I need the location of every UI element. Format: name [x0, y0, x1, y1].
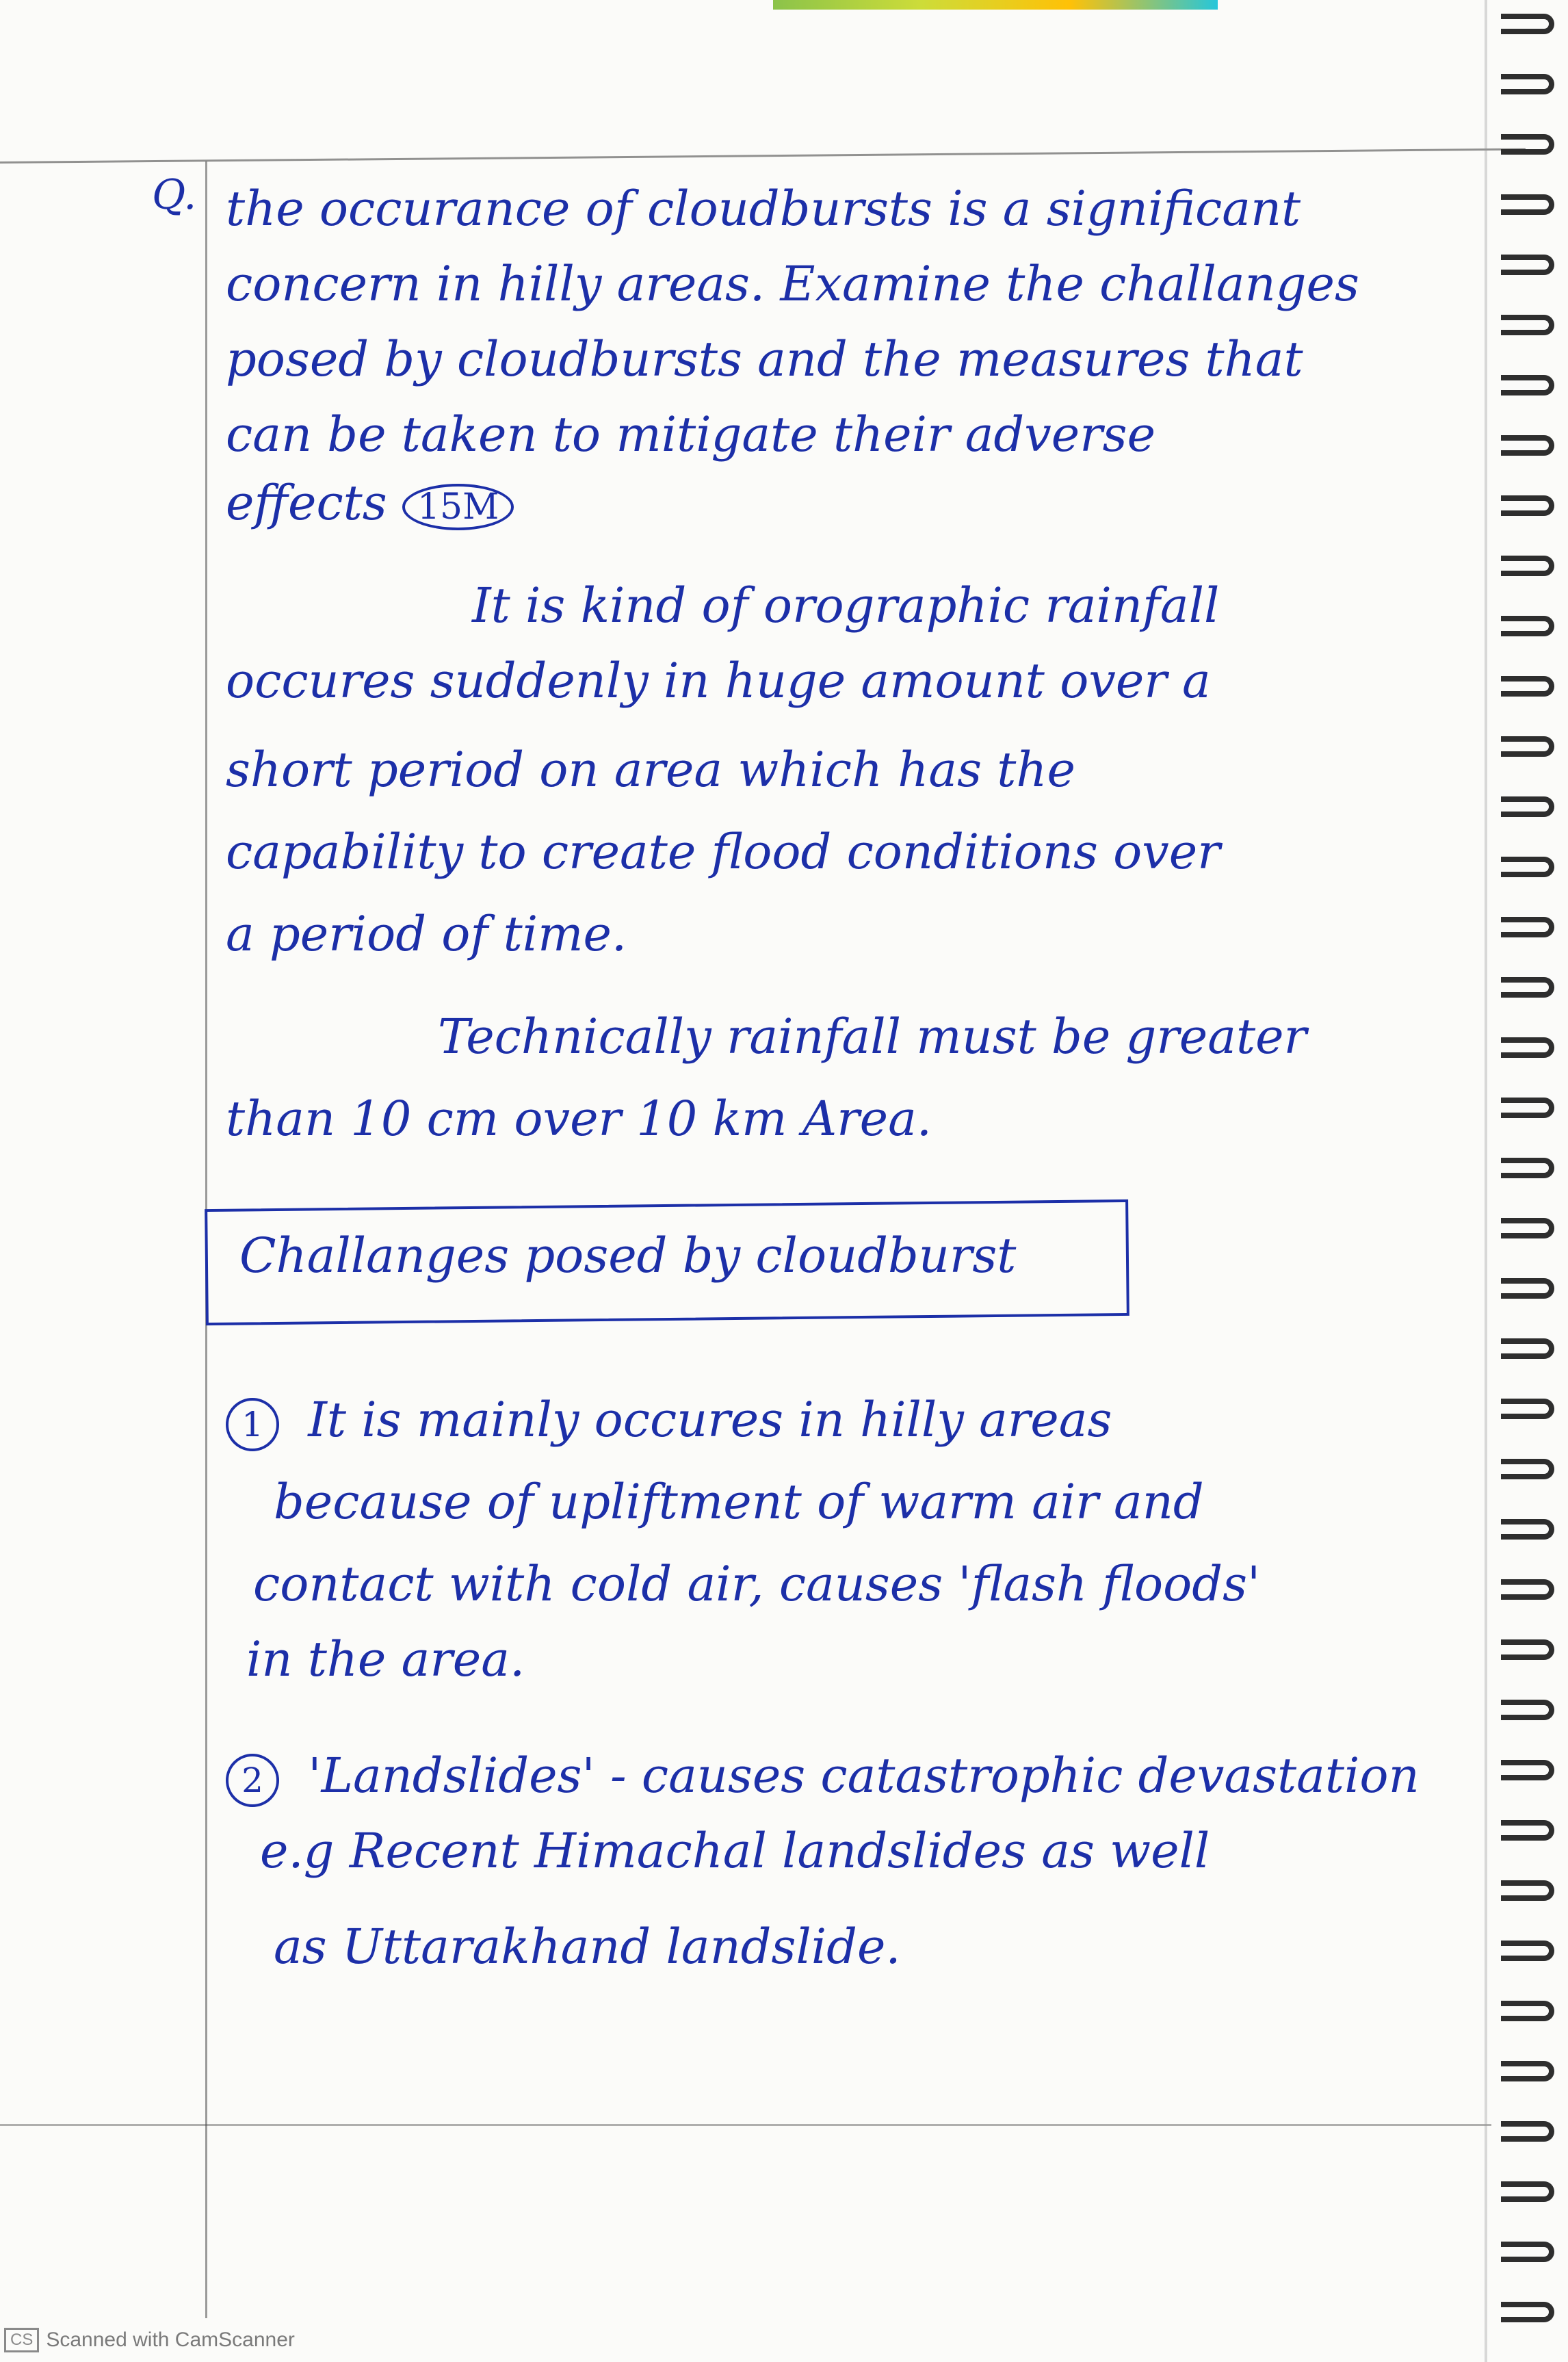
point-1-line-3: contact with cold air, causes 'flash floods' — [253, 1556, 1261, 1612]
spiral-ring — [1501, 676, 1554, 697]
spiral-ring — [1501, 1037, 1554, 1058]
header-rule — [0, 148, 1526, 164]
point-1-line-2: because of upliftment of warm air and — [274, 1474, 1204, 1530]
point-1-number: 1 — [226, 1398, 279, 1451]
question-line-4: can be taken to mitigate their adverse — [226, 406, 1156, 463]
point-2-line-2: e.g Recent Himachal landslides as well — [260, 1823, 1210, 1879]
spiral-ring — [1501, 1098, 1554, 1118]
spiral-ring — [1501, 435, 1554, 456]
spiral-ring — [1501, 977, 1554, 998]
spiral-ring — [1501, 556, 1554, 576]
spiral-ring — [1501, 1278, 1554, 1299]
question-line-5-text: effects — [226, 475, 387, 531]
section-heading: Challanges posed by cloudburst — [239, 1228, 1017, 1284]
spiral-ring — [1501, 857, 1554, 877]
spiral-ring — [1501, 2001, 1554, 2021]
spiral-ring — [1501, 1639, 1554, 1660]
notebook-cover-strip — [773, 0, 1218, 10]
footer-rule — [0, 2124, 1491, 2126]
watermark-text: Scanned with CamScanner — [46, 2328, 295, 2351]
spiral-ring — [1501, 14, 1554, 34]
spiral-ring — [1501, 1700, 1554, 1720]
spiral-ring — [1501, 1338, 1554, 1359]
spiral-ring — [1501, 255, 1554, 275]
point-2-number: 2 — [226, 1754, 279, 1807]
question-line-2: concern in hilly areas. Examine the challanges — [226, 256, 1359, 312]
point-1-line-1 — [226, 1392, 1112, 1451]
spiral-ring — [1501, 1218, 1554, 1238]
spiral-ring — [1501, 1760, 1554, 1780]
page-edge — [1485, 0, 1487, 2362]
spiral-ring — [1501, 495, 1554, 516]
spiral-ring — [1501, 2181, 1554, 2202]
spiral-ring — [1501, 1820, 1554, 1841]
spiral-ring — [1501, 1579, 1554, 1600]
technical-line-1: Technically rainfall must be greater — [438, 1009, 1307, 1065]
spiral-ring — [1501, 2121, 1554, 2142]
scanner-watermark — [4, 2326, 295, 2354]
definition-line-5: a period of time. — [226, 906, 627, 962]
spiral-ring — [1501, 315, 1554, 335]
spiral-binding — [1491, 0, 1568, 2362]
spiral-ring — [1501, 1399, 1554, 1419]
question-marker: Q. — [152, 171, 197, 219]
spiral-ring — [1501, 736, 1554, 757]
point-1-text-1: It is mainly occures in hilly areas — [308, 1392, 1112, 1448]
spiral-ring — [1501, 2242, 1554, 2262]
definition-line-4: capability to create flood conditions over — [226, 824, 1220, 880]
spiral-ring — [1501, 375, 1554, 395]
spiral-ring — [1501, 74, 1554, 94]
point-1-line-4: in the area. — [246, 1631, 525, 1687]
definition-line-2: occures suddenly in huge amount over a — [226, 653, 1211, 709]
spiral-ring — [1501, 194, 1554, 215]
point-2-line-1 — [226, 1748, 1420, 1807]
spiral-ring — [1501, 1459, 1554, 1479]
spiral-ring — [1501, 1880, 1554, 1901]
spiral-ring — [1501, 796, 1554, 817]
spiral-ring — [1501, 2302, 1554, 2322]
point-2-text-1: 'Landslides' - causes catastrophic devastation — [308, 1748, 1420, 1804]
spiral-ring — [1501, 1519, 1554, 1540]
spiral-ring — [1501, 2061, 1554, 2081]
question-line-5 — [226, 475, 514, 531]
question-line-1: the occurance of cloudbursts is a significant — [226, 181, 1301, 237]
spiral-ring — [1501, 1941, 1554, 1961]
definition-line-1: It is kind of orographic rainfall — [472, 577, 1220, 634]
spiral-ring — [1501, 134, 1554, 155]
point-2-line-3: as Uttarakhand landslide. — [274, 1919, 901, 1975]
question-line-3: posed by cloudbursts and the measures that — [226, 331, 1303, 387]
camscanner-logo: CS — [4, 2328, 39, 2352]
definition-line-3: short period on area which has the — [226, 742, 1075, 798]
spiral-ring — [1501, 917, 1554, 937]
technical-line-2: than 10 cm over 10 km Area. — [226, 1091, 932, 1147]
spiral-ring — [1501, 616, 1554, 636]
spiral-ring — [1501, 1158, 1554, 1178]
marks-badge: 15M — [402, 484, 514, 530]
